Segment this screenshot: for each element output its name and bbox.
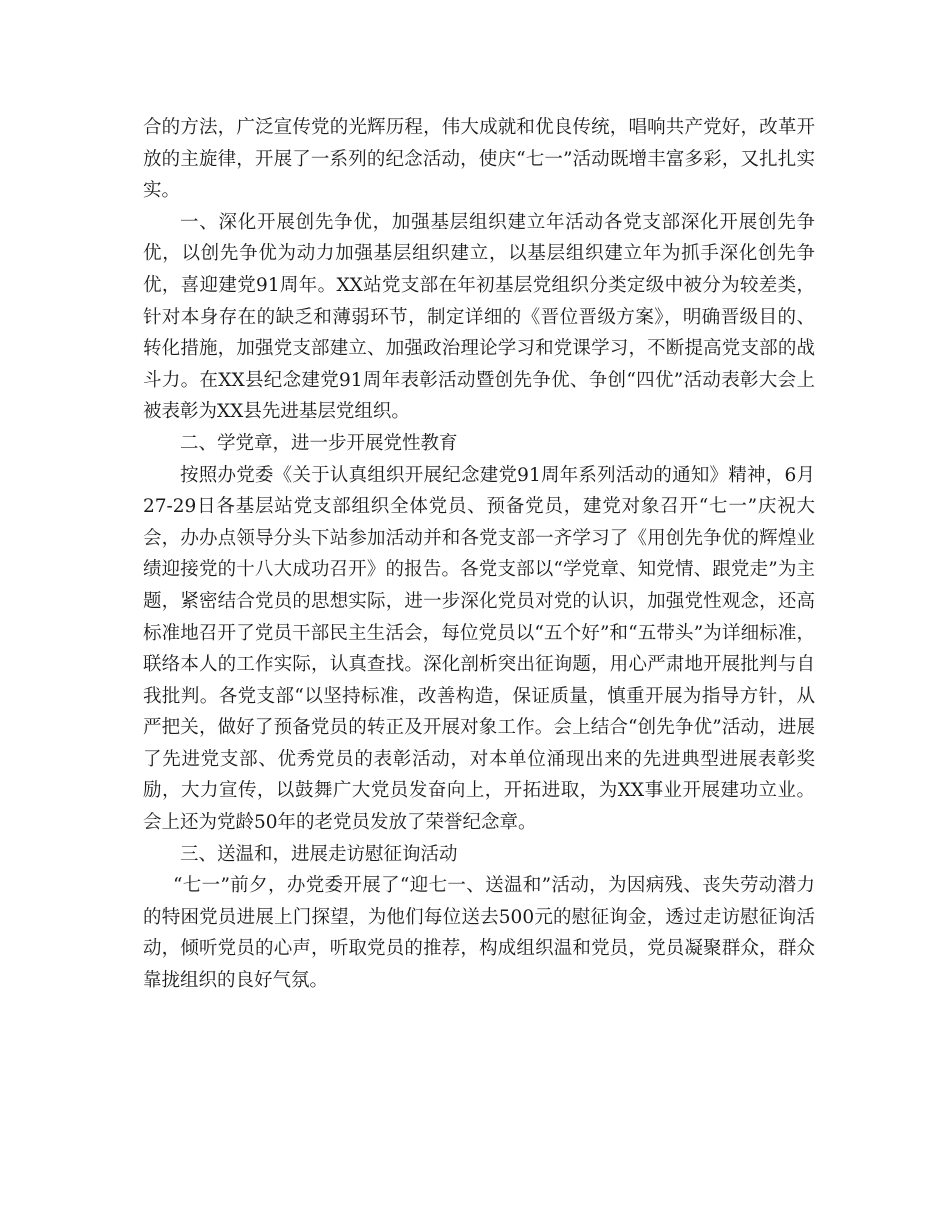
section-heading-three: 三、送温和，进展走访慰征询活动 xyxy=(180,843,458,865)
paragraph-section-three-body: “七一”前夕，办党委开展了“迎七一、送温和”活动，为因病残、丧失劳动潜力的特困党员进展上门探望，为他们每位送去500元的慰征询金，透过走访慰征询活动，倾听党员的心声，听取党员的推荐，构成组织温和党员，党员凝聚群众，群众靠拢组织的良好气氛。 xyxy=(143,875,815,992)
section-heading-two: 二、学党章，进一步开展党性教育 xyxy=(180,432,458,454)
paragraph-section-two-body: 按照办党委《关于认真组织开展纪念建党91周年系列活动的通知》精神，6月27-29日各基层站党支部组织全体党员、预备党员，建党对象召开“七一”庆祝大会，办办点领导分头下站参加活动并和各党支部一齐学习了《用创先争优的辉煌业绩迎接党的十八大成功召开》的报告。各党支部以“学党章、知党情、跟党走”为主题，紧密结合党员的思想实际，进一步深化党员对党的认识，加强党性观念，还高标准地召开了党员干部民主生活会，每位党员以“五个好”和“五带头”为详细标准，联络本人的工作实际，认真查找。深化剖析突出征询题，用心严肃地开展批判与自我批判。各党支部“以坚持标准，改善构造，保证质量，慎重开展为指导方针，从严把关，做好了预备党员的转正及开展对象工作。会上结合“创先争优”活动，进展了先进党支部、优秀党员的表彰活动，对本单位涌现出来的先进典型进展表彰奖励，大力宣传，以鼓舞广大党员发奋向上，开拓进取，为XX事业开展建功立业。会上还为党龄50年的老党员发放了荣誉纪念章。 xyxy=(143,464,815,834)
paragraph-section-one: 一、深化开展创先争优，加强基层组织建立年活动各党支部深化开展创先争优，以创先争优为动力加强基层组织建立，以基层组织建立年为抓手深化创先争优，喜迎建党91周年。XX站党支部在年初基层党组织分类定级中被分为较差类，针对本身存在的缺乏和薄弱环节，制定详细的《晋位晋级方案》，明确晋级目的、转化措施，加强党支部建立、加强政治理论学习和党课学习，不断提高党支部的战斗力。在XX县纪念建党91周年表彰活动暨创先争优、争创“四优”活动表彰大会上被表彰为XX县先进基层党组织。 xyxy=(143,211,815,423)
document-page xyxy=(143,112,815,997)
paragraph-intro-continuation: 合的方法，广泛宣传党的光辉历程，伟大成就和优良传统，唱响共产党好，改革开放的主旋律，开展了一系列的纪念活动，使庆“七一”活动既增丰富多彩，又扎扎实实。 xyxy=(143,117,815,202)
